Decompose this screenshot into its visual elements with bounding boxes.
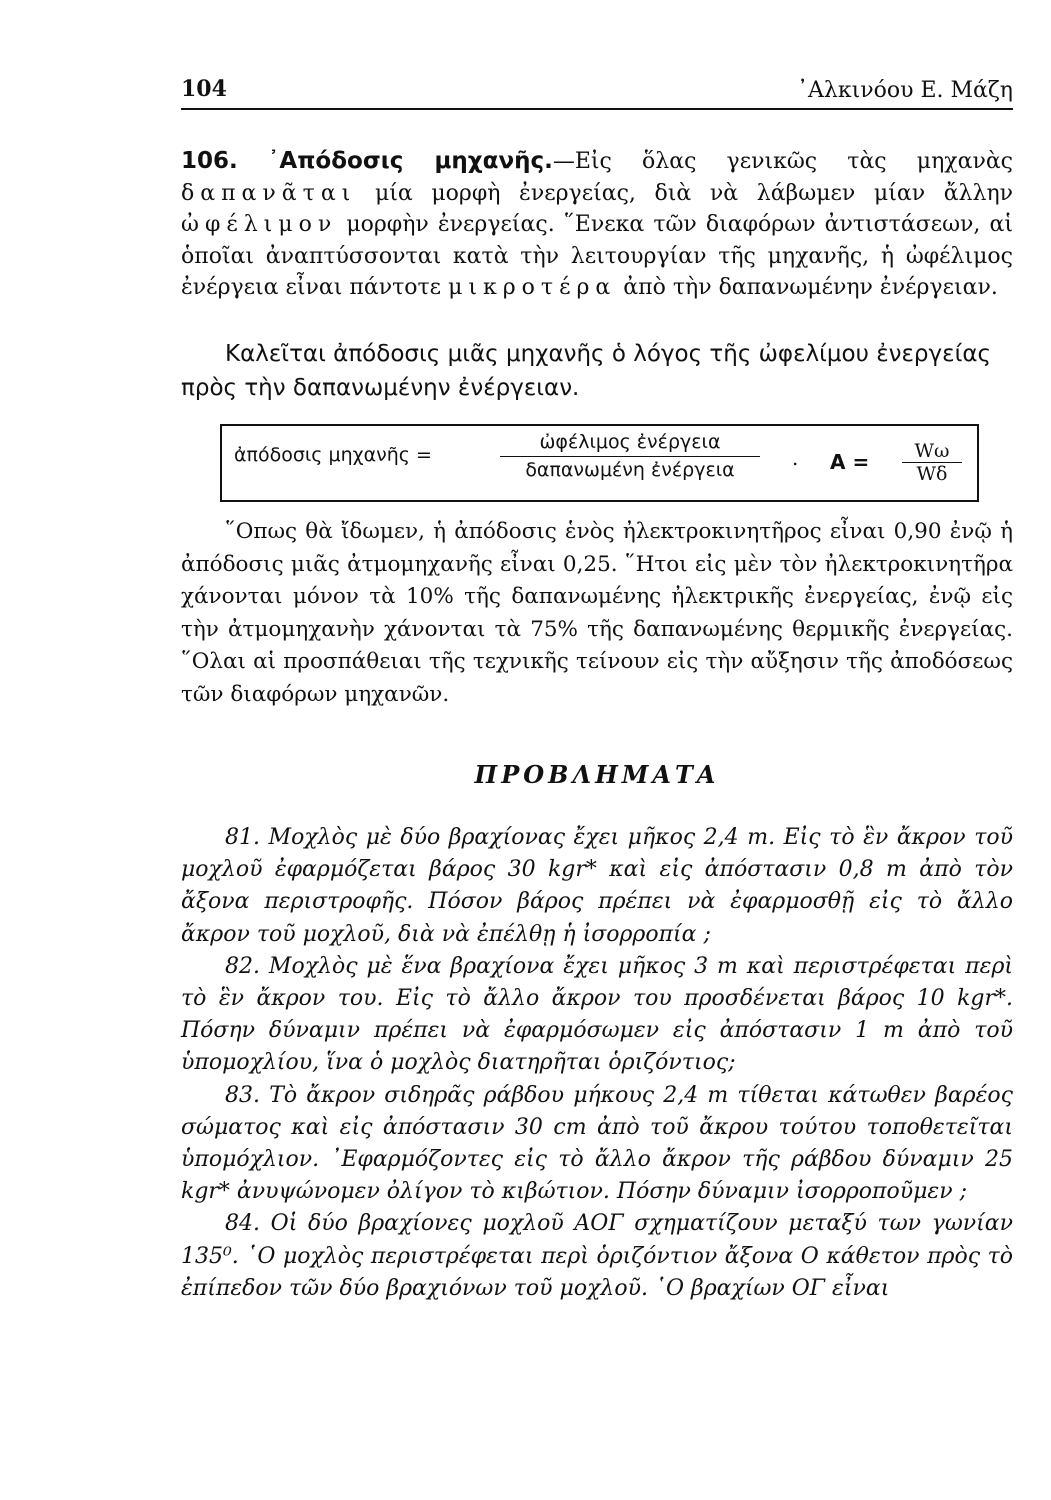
- title-dash: —: [552, 149, 575, 174]
- problem-item: [181, 1208, 1013, 1305]
- problem-item: [181, 822, 1013, 951]
- section-106-paragraph: [181, 146, 1013, 304]
- efficiency-paragraph-block: [181, 516, 1013, 712]
- problems-list: [181, 822, 1013, 1305]
- section-text-1: Εἰς ὅλας γενικῶς τὰς μηχανὰς: [574, 149, 1014, 174]
- problem-number: 82.: [225, 953, 260, 979]
- running-title: ᾿Αλκινόου Ε. Μάζη: [797, 78, 1013, 103]
- formula-symbol: A =: [830, 450, 870, 474]
- formula-label: ἀπόδοσις μηχανῆς =: [234, 444, 432, 466]
- section-text-3: μορφὴν ἐνεργείας. ῞Ενεκα τῶν διαφόρων ἀντιστάσεων, αἱ ὁποῖαι ἀναπτύσσονται κατὰ τὴν λειτουργίαν τῆς μηχανῆς, ἡ ὠφέλιμος ἐνέργεια εἶναι πάντοτε: [181, 212, 1013, 300]
- formula-denominator: δαπανωμένη ἐνέργεια: [525, 459, 735, 481]
- problem-text: Τὸ ἄκρον σιδηρᾶς ράβδου μήκους 2,4 m τίθεται κάτωθεν βαρέος σώματος καὶ εἰς ἀπόστασιν 30 cm ἀπὸ τοῦ ἄκρου τούτου τοποθετεῖται ὑπομόχλιον. ᾿Εφαρμόζοντες εἰς τὸ ἄλλο ἄκρον τῆς ράβδου δύναμιν 25 kgr* ἀνυψώνομεν ὀλίγον τὸ κιβώτιον. Πόσην δύναμιν ἰσορροποῦμεν ;: [181, 1082, 1013, 1205]
- section-number: 106.: [181, 148, 238, 174]
- page-number: 104: [181, 76, 227, 102]
- problem-text: Μοχλὸς μὲ δύο βραχίονας ἔχει μῆκος 2,4 m. Εἰς τὸ ἓν ἄκρον τοῦ μοχλοῦ ἐφαρμόζεται βάρος 30 kgr* καὶ εἰς ἀπόστασιν 0,8 m ἀπὸ τὸν ἄξονα περιστροφῆς. Πόσον βάρος πρέπει νὰ ἐφαρμοσθῇ εἰς τὸ ἄλλο ἄκρον τοῦ μοχλοῦ, διὰ νὰ ἐπέλθῃ ἡ ἰσορροπία ;: [181, 825, 1013, 947]
- problem-text: Οἱ δύο βραχίονες μοχλοῦ ΑΟΓ σχηματίζουν μεταξύ των γωνίαν 135⁰. ῾Ο μοχλὸς περιστρέφεται περὶ ὁριζόντιον ἄξονα Ο κάθετον πρὸς τὸ ἐπίπεδον τῶν δύο βραχιόνων τοῦ μοχλοῦ. ῾Ο βραχίων ΟΓ εἶναι: [181, 1211, 1013, 1301]
- formula-symbol-numerator: Wω: [902, 440, 962, 463]
- formula-symbol-denominator: Wδ: [916, 463, 948, 485]
- section-106: [181, 146, 1013, 304]
- problems-title: ΠΡΟΒΛΗΜΑΤΑ: [474, 760, 720, 789]
- definition-paragraph: Καλεῖται ἀπόδοσις μιᾶς μηχανῆς ὁ λόγος τῆς ὠφελίμου ἐνεργείας πρὸς τὴν δαπανωμένην ἐνέργειαν.: [181, 341, 992, 401]
- formula-separator: .: [792, 446, 799, 470]
- formula-box: [220, 424, 979, 502]
- formula-numerator: ὠφέλιμος ἐνέργεια: [500, 431, 760, 457]
- problem-text: Μοχλὸς μὲ ἕνα βραχίονα ἔχει μῆκος 3 m καὶ περιστρέφεται περὶ τὸ ἓν ἄκρον του. Εἰς τὸ ἄλλο ἄκρον του προσδένεται βάρος 10 kgr*. Πόσην δύναμιν πρέπει νὰ ἐφαρμόσωμεν εἰς ἀπόστασιν 1 m ἀπὸ τοῦ ὑπομοχλίου, ἵνα ὁ μοχλὸς διατηρῆται ὁριζόντιος;: [181, 953, 1013, 1076]
- section-text-2: μία μορφὴ ἐνεργείας, διὰ νὰ λάβωμεν μίαν ἄλλην: [356, 180, 1013, 206]
- formula-symbol-fraction: [902, 440, 962, 485]
- efficiency-paragraph: ῞Οπως θὰ ἴδωμεν, ἡ ἀπόδοσις ἑνὸς ἠλεκτροκινητῆρος εἶναι 0,90 ἐνῷ ἡ ἀπόδοσις μιᾶς ἀτμομηχανῆς εἶναι 0,25. ῞Ητοι εἰς μὲν τὸν ἠλεκτροκινητῆρα χάνονται μόνον τὰ 10% τῆς δαπανωμένης ἠλεκτρικῆς ἐνεργείας, ἐνῷ εἰς τὴν ἀτμομηχανὴν χάνονται τὰ 75% τῆς δαπανωμένης θερμικῆς ἐνεργείας. ῞Ολαι αἱ προσπάθειαι τῆς τεχνικῆς τείνουν εἰς τὴν αὔξησιν τῆς ἀποδόσεως τῶν διαφόρων μηχανῶν.: [181, 519, 1013, 707]
- emphasis-spaced-1: δαπανᾶται: [181, 180, 357, 206]
- emphasis-spaced-3: μικροτέρα: [448, 275, 617, 300]
- emphasis-spaced-2: ὠφέλιμον: [181, 212, 338, 237]
- problem-number: 81.: [225, 825, 260, 850]
- section-text-4: ἀπὸ τὴν δαπανωμένην ἐνέργειαν.: [616, 275, 998, 300]
- problem-item: [181, 1080, 1013, 1209]
- problem-number: 83.: [225, 1082, 260, 1108]
- section-title: ᾿Απόδοσις μηχανῆς.: [267, 148, 553, 174]
- problem-item: [181, 951, 1013, 1080]
- page-header: [181, 74, 1013, 110]
- problem-number: 84.: [225, 1211, 260, 1237]
- formula-fraction: [500, 431, 760, 481]
